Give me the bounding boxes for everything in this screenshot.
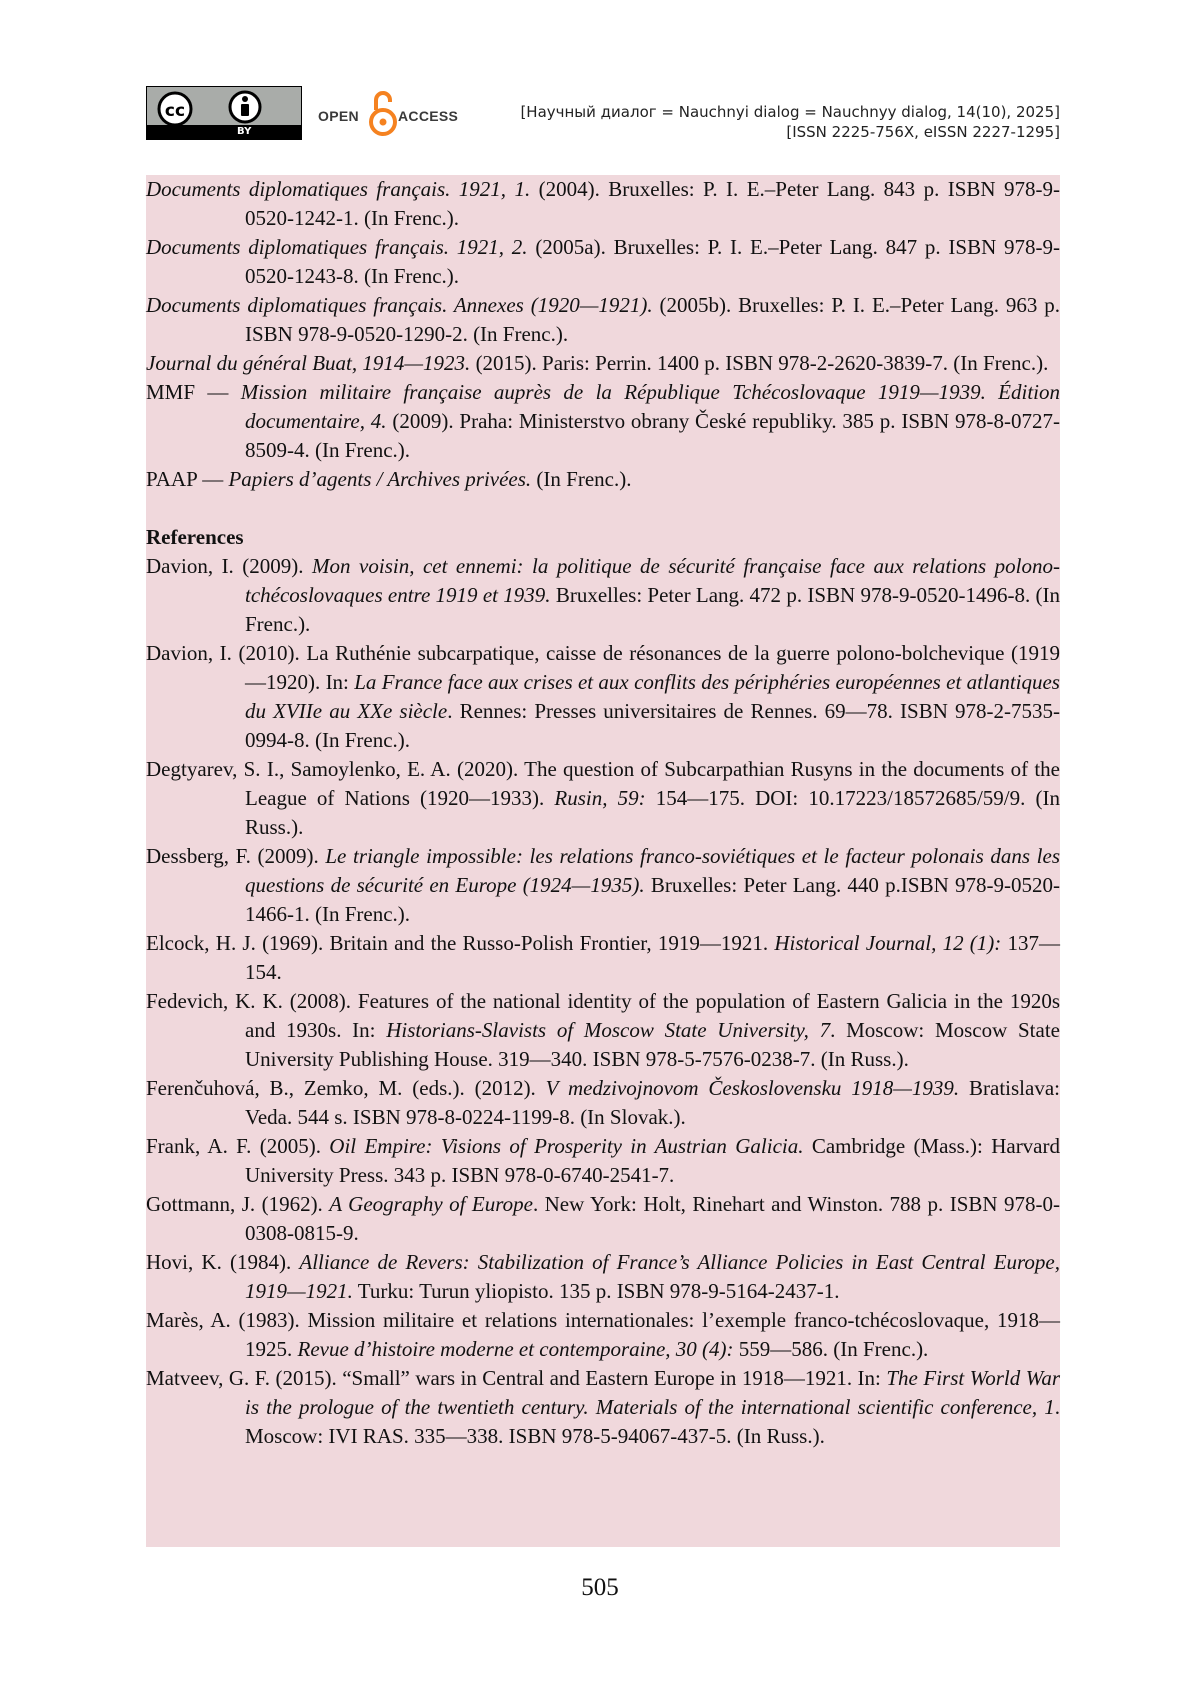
references-list	[146, 552, 1060, 1451]
journal-issn: [ISSN 2225-756X, eISSN 2227-1295]	[786, 123, 1060, 141]
reference-entry	[146, 1248, 1060, 1306]
entry-post: 137—154.	[245, 931, 1061, 984]
entry-title: Journal du général Buat, 1914—1923.	[146, 351, 471, 375]
entry-title: Alliance de Revers: Stabilization of France’s Alliance Policies in East Central Europe, 1919—1921.	[245, 1250, 1060, 1303]
cc-by-license-badge[interactable]	[146, 86, 302, 140]
by-strip	[147, 125, 301, 139]
page-number: 505	[581, 1574, 619, 1601]
entry-pre: Ferenčuhová, B., Zemko, M. (eds.). (2012).	[146, 1076, 546, 1100]
reference-entry	[146, 929, 1060, 987]
entry-post: (2005a). Bruxelles: P. I. E.–Peter Lang. 847 p. ISBN 978-9-0520-1243-8. (In Frenc.).	[245, 235, 1060, 288]
reference-entry	[146, 1190, 1060, 1248]
page-header	[146, 86, 1060, 142]
entry-post: (2004). Bruxelles: P. I. E.–Peter Lang. 843 p. ISBN 978-9-0520-1242-1. (In Frenc.).	[245, 177, 1061, 230]
entry-post: (2015). Paris: Perrin. 1400 p. ISBN 978-2-2620-3839-7. (In Frenc.).	[470, 351, 1049, 375]
reference-entry	[146, 1306, 1060, 1364]
entry-pre: Dessberg, F. (2009).	[146, 844, 326, 868]
entry-title: Mon voisin, cet ennemi: la politique de sécurité française face aux relations polono-tchécoslovaques entre 1919 et 1939.	[245, 554, 1060, 607]
open-access-left-label: OPEN	[318, 108, 359, 124]
entry-title: Documents diplomatiques français. 1921, 1.	[146, 177, 531, 201]
entry-post: Bruxelles: Peter Lang. 440 p.ISBN 978-9-0520-1466-1. (In Frenc.).	[245, 873, 1060, 926]
entry-pre: Fedevich, K. K. (2008). Features of the national identity of the population of Eastern Galicia in the 1920s and 1930s. In:	[146, 989, 1060, 1042]
entry-title: V medzivojnovom Československu 1918—1939.	[545, 1076, 960, 1100]
entry-title: Papiers d’agents / Archives privées.	[228, 467, 532, 491]
entry-post: Turku: Turun yliopisto. 135 p. ISBN 978-9-5164-2437-1.	[352, 1279, 840, 1303]
source-entry	[146, 233, 1060, 291]
entry-pre: Hovi, K. (1984).	[146, 1250, 300, 1274]
source-entry	[146, 291, 1060, 349]
entry-post: (2009). Praha: Ministerstvo obrany České republiky. 385 p. ISBN 978-8-0727-8509-4. (In Frenc.).	[245, 409, 1060, 462]
entry-pre: PAAP —	[146, 467, 229, 491]
reference-entry	[146, 639, 1060, 755]
entry-title: Documents diplomatiques français. Annexes (1920—1921).	[146, 293, 653, 317]
entry-title: Mission militaire française auprès de la République Tchécoslovaque 1919—1939. Édition documentaire, 4.	[240, 380, 1060, 433]
entry-title: Historical Journal, 12 (1):	[774, 931, 1002, 955]
entry-pre: Davion, I. (2009).	[146, 554, 313, 578]
reference-entry	[146, 755, 1060, 842]
reference-entry	[146, 1074, 1060, 1132]
entry-pre: Frank, A. F. (2005).	[146, 1134, 330, 1158]
entry-post: . New York: Holt, Rinehart and Winston. 788 p. ISBN 978-0-0308-0815-9.	[245, 1192, 1060, 1245]
entry-post: . Moscow: Moscow State University Publishing House. 319—340. ISBN 978-5-7576-0238-7. (In Russ.).	[245, 1018, 1060, 1071]
entry-pre: Elcock, H. J. (1969). Britain and the Russo-Polish Frontier, 1919—1921.	[146, 931, 775, 955]
cc-icon	[147, 87, 303, 127]
entry-pre: Matveev, G. F. (2015). “Small” wars in Central and Eastern Europe in 1918—1921. In:	[146, 1366, 887, 1390]
sources-list	[146, 175, 1060, 494]
entry-title: Documents diplomatiques français. 1921, 2.	[146, 235, 528, 259]
entry-title: Revue d’histoire moderne et contemporaine, 30 (4):	[297, 1337, 734, 1361]
entry-pre: Degtyarev, S. I., Samoylenko, E. A. (2020). The question of Subcarpathian Rusyns in the documents of the League of Nations (1920—1933).	[146, 757, 1060, 810]
entry-post: Bratislava: Veda. 544 s. ISBN 978-8-0224-1199-8. (In Slovak.).	[245, 1076, 1060, 1129]
entry-title: Rusin, 59:	[554, 786, 646, 810]
entry-pre: Davion, I. (2010). La Ruthénie subcarpatique, caisse de résonances de la guerre polono-bolchevique (1919—1920). In:	[146, 641, 1060, 694]
source-entry	[146, 175, 1060, 233]
source-entry	[146, 465, 1060, 494]
bibliography-block	[146, 175, 1060, 1547]
entry-post: 154—175. DOI: 10.17223/18572685/59/9. (In Russ.).	[245, 786, 1061, 839]
entry-post: . Rennes: Presses universitaires de Rennes. 69—78. ISBN 978-2-7535-0994-8. (In Frenc.).	[245, 699, 1060, 752]
entry-title: A Geography of Europe	[329, 1192, 533, 1216]
entry-title: The First World War is the prologue of the twentieth century. Materials of the international scientific conference, 1	[245, 1366, 1060, 1419]
references-heading: References	[146, 525, 244, 549]
entry-title: Le triangle impossible: les relations franco-soviétiques et le facteur polonais dans les questions de sécurité en Europe (1924—1935).	[245, 844, 1061, 897]
entry-title: Historians-Slavists of Moscow State University, 7	[386, 1018, 831, 1042]
entry-pre: Gottmann, J. (1962).	[146, 1192, 330, 1216]
open-access-right-label: ACCESS	[398, 108, 459, 124]
entry-title: Oil Empire: Visions of Prosperity in Austrian Galicia.	[329, 1134, 804, 1158]
open-lock-icon	[368, 88, 398, 138]
open-access-logo[interactable]	[318, 88, 468, 138]
reference-entry	[146, 1364, 1060, 1451]
entry-post: Bruxelles: Peter Lang. 472 p. ISBN 978-9-0520-1496-8. (In Frenc.).	[245, 583, 1060, 636]
entry-pre: MMF —	[146, 380, 241, 404]
entry-title: La France face aux crises et aux conflits des périphéries européennes et atlantiques du XVIIe au XXe siècle	[245, 670, 1060, 723]
journal-citation: [Научный диалог = Nauchnyi dialog = Nauchnyy dialog, 14(10), 2025]	[520, 103, 1060, 121]
by-label: BY	[237, 126, 252, 137]
reference-entry	[146, 552, 1060, 639]
reference-entry	[146, 987, 1060, 1074]
entry-pre: Marès, A. (1983). Mission militaire et relations internationales: l’exemple franco-tchécoslovaque, 1918—1925.	[146, 1308, 1060, 1361]
entry-post: Cambridge (Mass.): Harvard University Press. 343 p. ISBN 978-0-6740-2541-7.	[245, 1134, 1060, 1187]
source-entry	[146, 349, 1060, 378]
svg-text:cc: cc	[164, 101, 186, 121]
reference-entry	[146, 842, 1060, 929]
reference-entry	[146, 1132, 1060, 1190]
entry-post: (In Frenc.).	[531, 467, 632, 491]
entry-post: 559—586. (In Frenc.).	[733, 1337, 929, 1361]
source-entry	[146, 378, 1060, 465]
entry-post: . Moscow: IVI RAS. 335—338. ISBN 978-5-94067-437-5. (In Russ.).	[245, 1395, 1060, 1448]
entry-post: (2005b). Bruxelles: P. I. E.–Peter Lang. 963 p. ISBN 978-9-0520-1290-2. (In Frenc.).	[245, 293, 1060, 346]
journal-info	[520, 102, 1060, 142]
